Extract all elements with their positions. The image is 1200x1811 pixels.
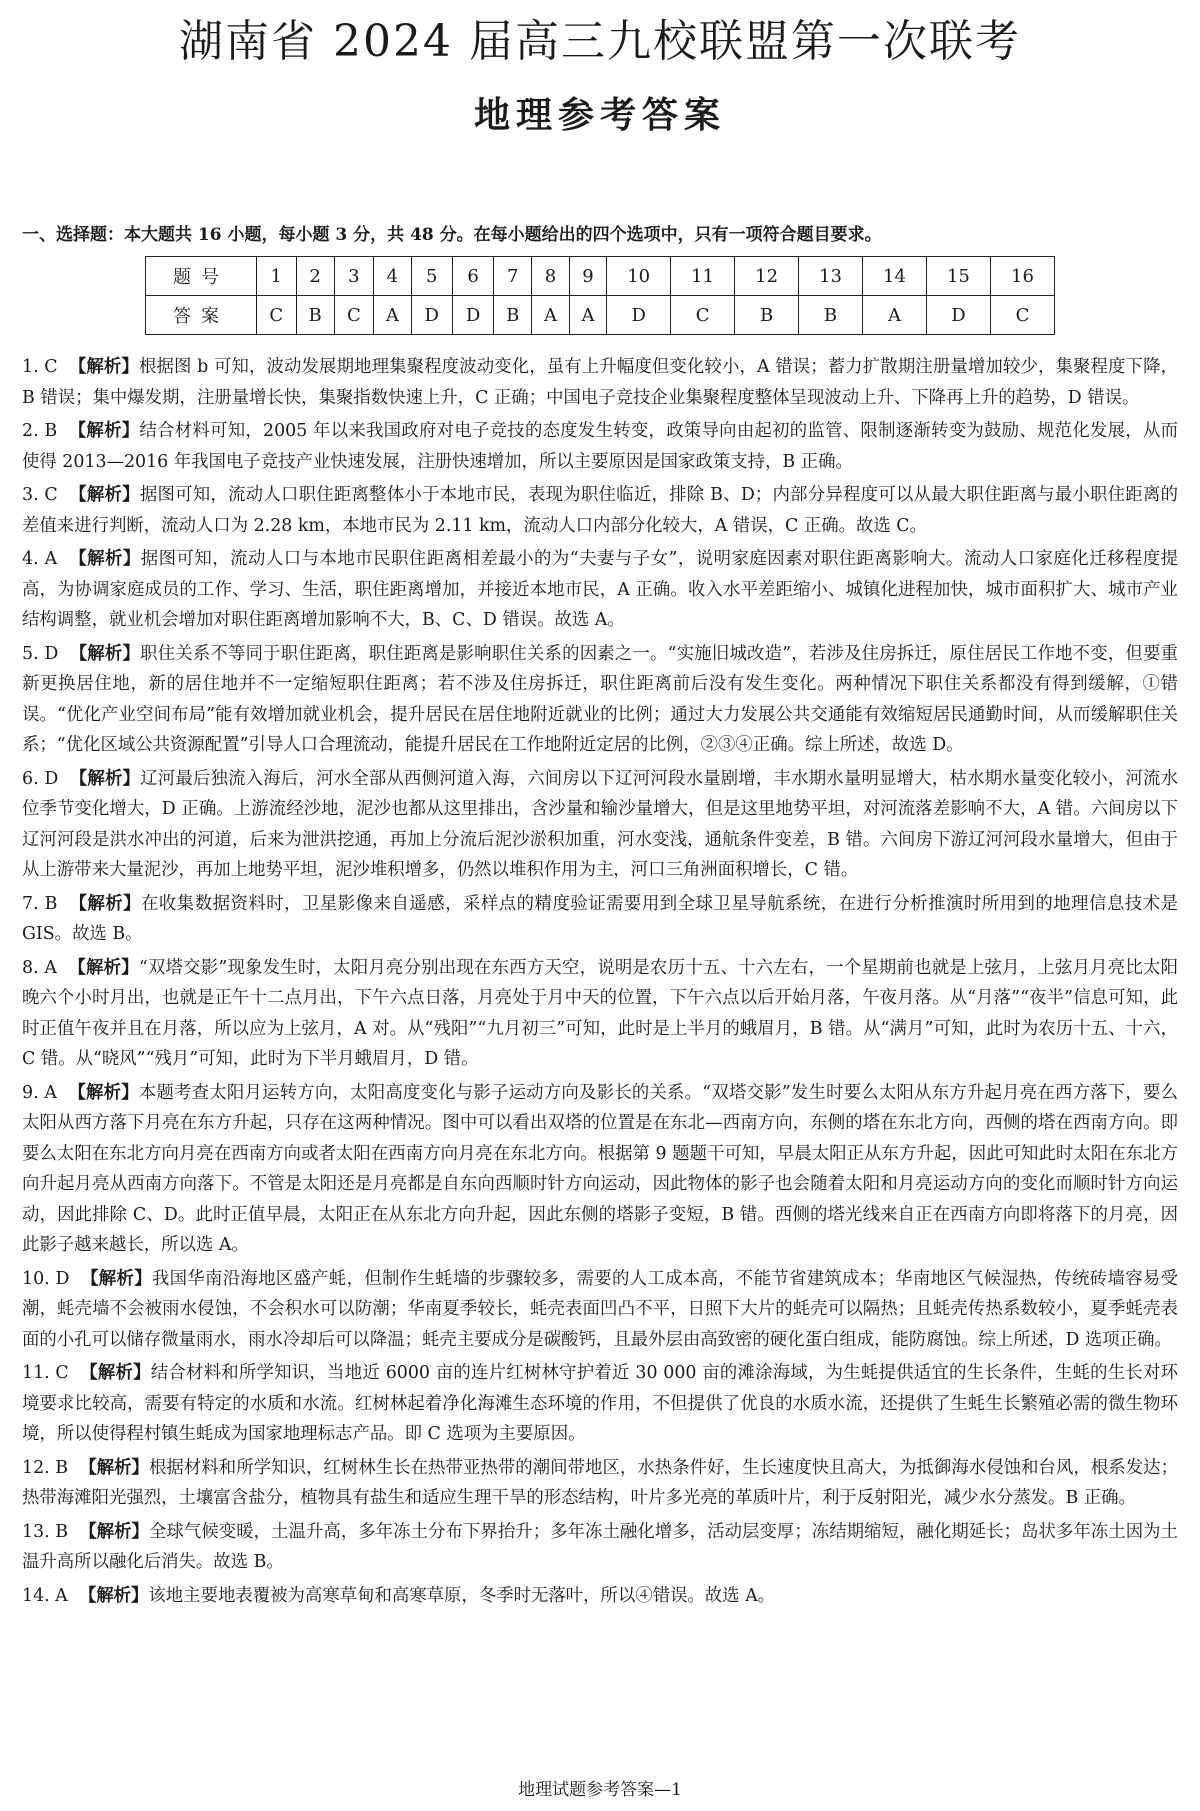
explanation-tag: 【解析】 [69, 643, 141, 664]
explanation-lead: 3. C [22, 485, 58, 505]
question-number: 5 [411, 257, 452, 296]
explanation-text: 据图可知，流动人口职住距离整体小于本地市民，表现为职住临近，排除 B、D；内部分异程度可以从最大职住距离与最小职住距离的差值来进行判断，流动人口为 2.28 km，本地市民为 2.11 km，流动人口内部分化较大，A 错误，C 正确。故选 C。 [22, 485, 1178, 536]
question-number: 4 [374, 257, 411, 296]
answer-cell: C [671, 296, 735, 335]
answer-cell: D [607, 296, 671, 335]
explanation-item [22, 1078, 1178, 1261]
explanation-lead: 1. C [22, 357, 58, 377]
explanation-tag: 【解析】 [69, 549, 141, 569]
explanation-item [22, 953, 1178, 1075]
explanation-text: 本题考查太阳月运转方向，太阳高度变化与影子运动方向及影长的关系。“双塔交影”发生时要么太阳从东方升起月亮在西方落下，要么太阳从西方落下月亮在东方升起，只存在这两种情况。图中可以看出双塔的位置是在东北—西南方向，东侧的塔在东北方向，西侧的塔在西南方向。即要么太阳在东北方向月亮在西南方向或者太阳在西南方向月亮在东北方向。根据第 9 题题干可知，早晨太阳正从东方升起，因此可知此时太阳在东北方向升起月亮从西南方向落下。不管是太阳还是月亮都是自东向西顺时针方向运动，因此物体的影子也会随着太阳和月亮运动方向的变化而顺时针方向运动，因此排除 C、D。此时正值早晨，太阳正在从东北方向升起，因此东侧的塔影子变短，B 错。西侧的塔光线来自正在西南方向即将落下的月亮，因此影子越来越长，所以选 A。 [22, 1082, 1178, 1255]
explanation-text: 职住关系不等同于职住距离，职住距离是影响职住关系的因素之一。“实施旧城改造”，若涉及住房拆迁，原住居民工作地不变，但要重新更换居住地，新的居住地并不一定缩短职住距离；若不涉及住房拆迁，职住距离前后没有发生变化。两种情况下职住关系都没有得到缓解，①错误。“优化产业空间布局”能有效增加就业机会，提升居民在居住地附近就业的比例；通过大力发展公共交通能有效缩短居民通勤时间，从而缓解职住关系；“优化区域公共资源配置”引导人口合理流动，能提升居民在工作地附近定居的比例，②③④正确。综上所述，故选 D。 [22, 643, 1178, 755]
explanation-item [22, 639, 1178, 761]
section-heading: 一、选择题：本大题共 16 小题，每小题 3 分，共 48 分。在每小题给出的四个选项中，只有一项符合题目要求。 [22, 225, 882, 245]
question-number: 9 [569, 257, 606, 296]
explanation-tag: 【解析】 [68, 421, 140, 441]
answer-cell: B [494, 296, 532, 335]
explanation-lead: 13. B [22, 1521, 69, 1542]
explanation-item [22, 764, 1178, 886]
explanation-text: 我国华南沿海地区盛产蚝，但制作生蚝墙的步骤较多，需要的人工成本高，不能节省建筑成本；华南地区气候湿热，传统砖墙容易受潮，蚝壳墙不会被雨水侵蚀，不会积水可以防潮；华南夏季较长，蚝壳表面凹凸不平，日照下大片的蚝壳可以隔热；且蚝壳传热系数较小，夏季蚝壳表面的小孔可以储存微量雨水，雨水冷却后可以降温；蚝壳主要成分是碳酸钙，且最外层由高致密的硬化蛋白组成，能防腐蚀。综上所述，D 选项正确。 [22, 1268, 1178, 1350]
explanation-lead: 2. B [22, 421, 58, 441]
explanation-tag: 【解析】 [68, 357, 139, 377]
exam-title: 湖南省 2024 届高三九校联盟第一次联考 [179, 16, 1021, 67]
answer-cell: D [926, 296, 990, 335]
explanation-lead: 9. A [22, 1082, 57, 1103]
question-number: 2 [296, 257, 334, 296]
answer-cell: A [569, 296, 606, 335]
explanation-text: 根据图 b 可知，波动发展期地理集聚程度波动变化，虽有上升幅度但变化较小，A 错误；蓄力扩散期注册量增加较少，集聚程度下降，B 错误；集中爆发期，注册量增长快，集聚指数快速上升，C 正确；中国电子竞技企业集聚程度整体呈现波动上升、下降再上升的趋势，D 错误。 [22, 357, 1178, 408]
explanation-text: 全球气候变暖，土温升高，多年冻土分布下界抬升；多年冻土融化增多，活动层变厚；冻结期缩短，融化期延长；岛状多年冻土因为土温升高所以融化后消失。故选 B。 [22, 1521, 1179, 1572]
question-number: 13 [799, 257, 863, 296]
explanation-tag: 【解析】 [81, 1268, 152, 1289]
explanation-text: 根据材料和所学知识，红树林生长在热带亚热带的潮间带地区，水热条件好，生长速度快且高大，为抵御海水侵蚀和台风，根系发达；热带海滩阳光强烈，土壤富含盐分，植物具有盐生和适应生理干旱的形态结构，叶片多光亮的革质叶片，利于反射阳光，减少水分蒸发。B 正确。 [22, 1457, 1179, 1508]
answer-cell: D [452, 296, 493, 335]
explanation-item [22, 544, 1178, 636]
answer-key-subtitle: 地理参考答案 [473, 94, 726, 136]
page-footer: 地理试题参考答案—1 [518, 1780, 682, 1800]
question-number: 16 [990, 257, 1054, 296]
explanation-item [22, 416, 1178, 477]
explanation-text: 在收集数据资料时，卫星影像来自遥感，采样点的精度验证需要用到全球卫星导航系统，在进行分析推演时所用到的地理信息技术是 GIS。故选 B。 [22, 893, 1178, 944]
answer-cell: A [863, 296, 927, 335]
explanation-lead: 4. A [22, 549, 58, 569]
question-number: 12 [735, 257, 799, 296]
explanation-item [22, 352, 1178, 413]
explanation-text: “双塔交影”现象发生时，太阳月亮分别出现在东西方天空，说明是农历十五、十六左右，一个星期前也就是上弦月，上弦月月亮比太阳晚六个小时月出，也就是正午十二点月出，下午六点日落，月亮处于月中天的位置，下午六点以后开始月落，午夜月落。从“月落”“夜半”信息可知，此时正值午夜并且在月落，所以应为上弦月，A 对。从“残阳”“九月初三”可知，此时是上半月的蛾眉月，B 错。从“满月”可知，此时为农历十五、十六，C 错。从“晓风”“残月”可知，此时为下半月蛾眉月，D 错。 [22, 957, 1178, 1069]
explanation-lead: 14. A [22, 1585, 68, 1606]
question-number: 11 [671, 257, 735, 296]
question-number: 1 [257, 257, 297, 296]
answer-cell: B [799, 296, 863, 335]
explanation-tag: 【解析】 [69, 893, 142, 914]
answer-cell: C [990, 296, 1054, 335]
question-number: 14 [863, 257, 927, 296]
explanation-tag: 【解析】 [68, 957, 139, 978]
explanation-text: 结合材料可知，2005 年以来我国政府对电子竞技的态度发生转变，政策导向由起初的监管、限制逐渐转变为鼓励、规范化发展，从而使得 2013—2016 年我国电子竞技产业快速发展，注册快速增加，所以主要原因是国家政策支持，B 正确。 [22, 421, 1178, 472]
explanation-text: 据图可知，流动人口与本地市民职住距离相差最小的为“夫妻与子女”，说明家庭因素对职住距离影响大。流动人口家庭化迁移程度提高，为协调家庭成员的工作、学习、生活，职住距离增加，并接近本地市民，A 正确。收入水平差距缩小、城镇化进程加快，城市面积扩大、城市产业结构调整，就业机会增加对职住距离增加影响不大，B、C、D 错误。故选 A。 [22, 549, 1178, 630]
answer-cell: D [411, 296, 452, 335]
explanation-tag: 【解析】 [68, 1082, 139, 1103]
answer-cell: B [296, 296, 334, 335]
explanation-item [22, 480, 1178, 541]
question-number: 7 [494, 257, 532, 296]
answer-cell: C [257, 296, 297, 335]
explanation-lead: 8. A [22, 957, 57, 978]
explanation-text: 该地主要地表覆被为高寒草甸和高寒草原，冬季时无落叶，所以④错误。故选 A。 [148, 1585, 776, 1606]
explanation-lead: 11. C [22, 1363, 69, 1383]
question-number: 3 [334, 257, 374, 296]
question-number: 6 [452, 257, 493, 296]
explanation-tag: 【解析】 [78, 1585, 149, 1606]
explanation-tag: 【解析】 [79, 1457, 149, 1478]
explanation-tag: 【解析】 [79, 1521, 149, 1542]
question-number: 15 [926, 257, 990, 296]
explanation-lead: 12. B [22, 1457, 69, 1478]
answer-cell: C [334, 296, 374, 335]
answer-cell: A [374, 296, 411, 335]
explanation-text: 辽河最后独流入海后，河水全部从西侧河道入海，六间房以下辽河河段水量剧增，丰水期水量明显增大，枯水期水量变化较小，河流水位季节变化增大，D 正确。上游流经沙地，泥沙也都从这里排出，含沙量和输沙量增大，但是这里地势平坦，对河流落差影响不大，A 错。六间房以下辽河河段是洪水冲出的河道，后来为泄洪挖通，再加上分流后泥沙淤积加重，河水变浅，通航条件变差，B 错。六间房下游辽河河段水量增大，但由于从上游带来大量泥沙，再加上地势平坦，泥沙堆积增多，仍然以堆积作用为主，河口三角洲面积增长，C 错。 [22, 768, 1178, 880]
question-number: 10 [607, 257, 671, 296]
explanation-lead: 6. D [22, 768, 59, 789]
explanation-item [22, 1264, 1178, 1356]
explanation-item [22, 1581, 1178, 1612]
explanation-tag: 【解析】 [80, 1363, 151, 1383]
explanation-text: 结合材料和所学知识，当地近 6000 亩的连片红树林守护着近 30 000 亩的滩涂海域，为生蚝提供适宜的生长条件，生蚝的生长对环境要求比较高，需要有特定的水质和水流。红树林起着净化海滩生态环境的作用，不但提供了优良的水质水流，还提供了生蚝生长繁殖必需的微生物环境，所以使得程村镇生蚝成为国家地理标志产品。即 C 选项为主要原因。 [22, 1363, 1178, 1444]
row-label-answer: 答案 [146, 296, 257, 335]
answer-cell: A [532, 296, 569, 335]
explanation-lead: 10. D [22, 1268, 70, 1289]
explanation-item [22, 889, 1178, 950]
explanation-tag: 【解析】 [69, 768, 141, 789]
answer-cell: B [735, 296, 799, 335]
answer-table [145, 256, 1055, 335]
question-number: 8 [532, 257, 569, 296]
explanation-item [22, 1517, 1178, 1578]
explanations [22, 352, 1178, 1614]
row-label-number: 题号 [146, 257, 257, 296]
explanation-lead: 5. D [22, 643, 59, 664]
explanation-item [22, 1358, 1178, 1450]
explanation-lead: 7. B [22, 893, 58, 914]
answer-row [146, 296, 1055, 335]
explanation-tag: 【解析】 [69, 485, 140, 505]
explanation-item [22, 1453, 1178, 1514]
question-number-row [146, 257, 1055, 296]
